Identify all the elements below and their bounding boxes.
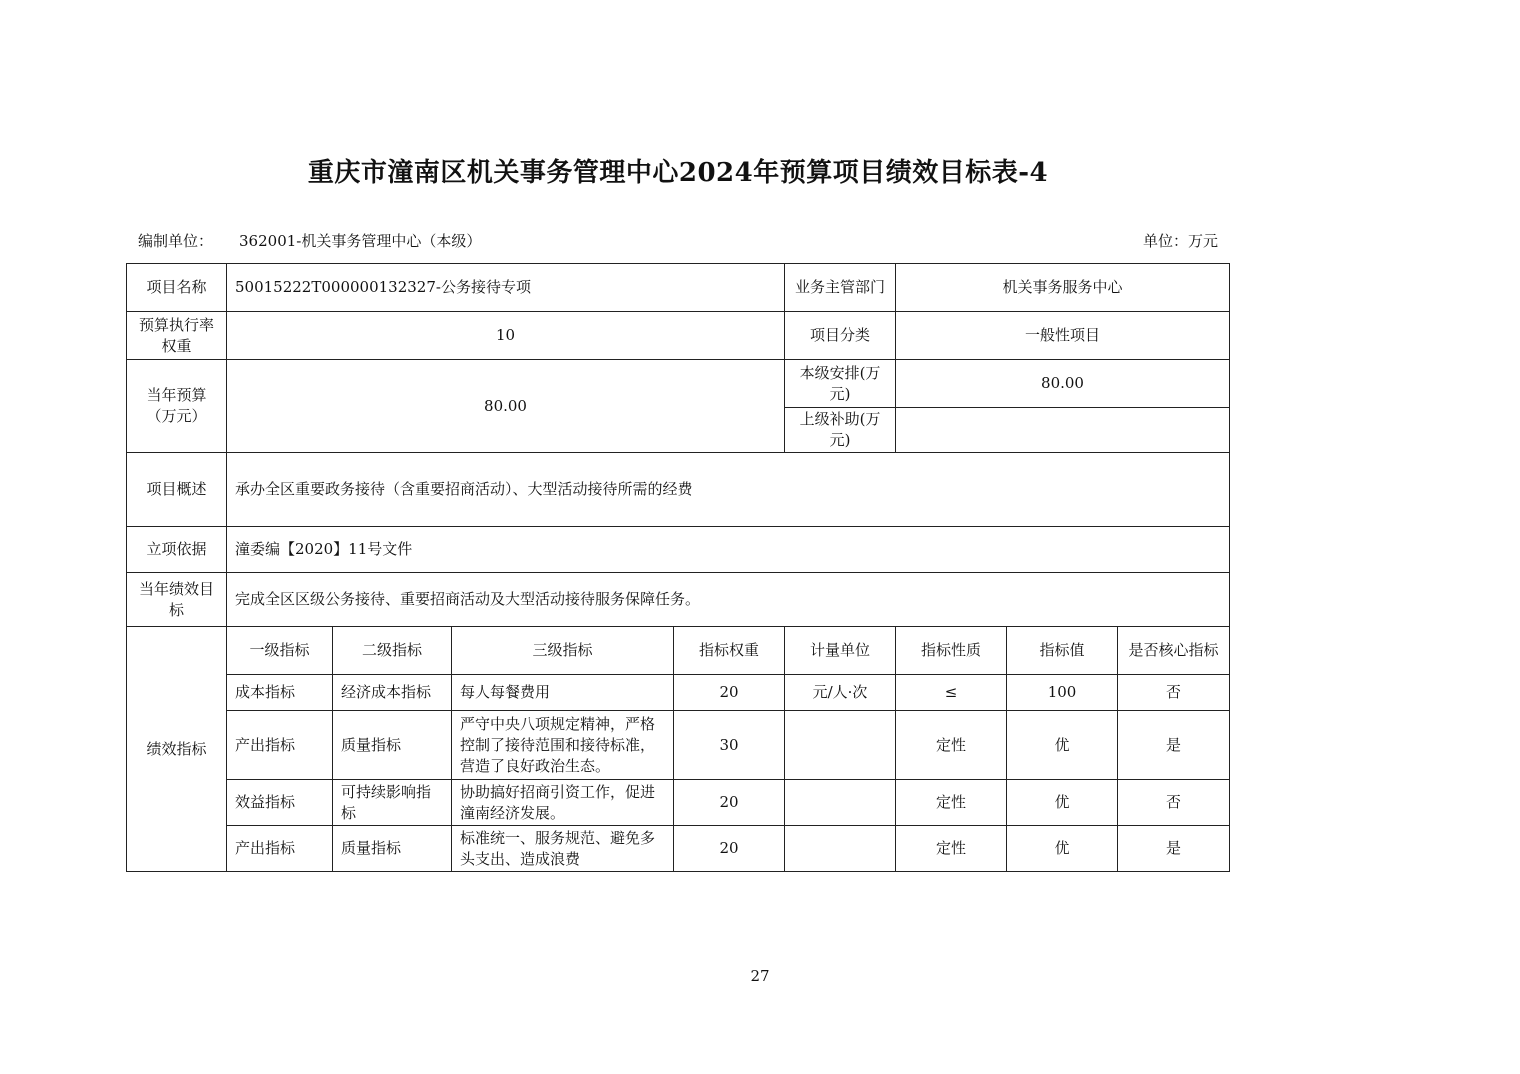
department-value: 机关事务服务中心 xyxy=(896,264,1230,312)
indicator-core: 否 xyxy=(1118,675,1230,711)
indicator-weight: 30 xyxy=(674,711,785,780)
table-row xyxy=(127,711,1230,780)
indicator-level3: 严守中央八项规定精神，严格控制了接待范围和接待标准，营造了良好政治生态。 xyxy=(452,711,674,780)
indicator-level2: 质量指标 xyxy=(333,826,452,872)
header-level3: 三级指标 xyxy=(452,627,674,675)
indicator-weight: 20 xyxy=(674,675,785,711)
basis-row xyxy=(127,527,1230,573)
indicator-level1: 成本指标 xyxy=(227,675,333,711)
table-row xyxy=(127,780,1230,826)
compiling-unit xyxy=(138,230,481,251)
compiling-unit-label: 编制单位： xyxy=(138,232,214,250)
performance-target-table xyxy=(126,263,1230,872)
header-level1: 一级指标 xyxy=(227,627,333,675)
document-title: 重庆市潼南区机关事务管理中心2024年预算项目绩效目标表-4 xyxy=(307,158,1049,188)
indicator-level2: 可持续影响指标 xyxy=(333,780,452,826)
project-overview-label: 项目概述 xyxy=(127,453,227,527)
execution-weight-value: 10 xyxy=(227,312,785,360)
execution-weight-row xyxy=(127,312,1230,360)
project-basis-label: 立项依据 xyxy=(127,527,227,573)
annual-goal-label: 当年绩效目标 xyxy=(127,573,227,627)
indicator-value: 优 xyxy=(1007,711,1118,780)
header-nature: 指标性质 xyxy=(896,627,1007,675)
indicator-value: 优 xyxy=(1007,780,1118,826)
indicator-core: 否 xyxy=(1118,780,1230,826)
department-label: 业务主管部门 xyxy=(785,264,896,312)
indicator-weight: 20 xyxy=(674,826,785,872)
project-name-value: 50015222T000000132327-公务接待专项 xyxy=(227,264,785,312)
indicator-unit: 元/人·次 xyxy=(785,675,896,711)
indicator-level1: 效益指标 xyxy=(227,780,333,826)
indicator-core: 是 xyxy=(1118,711,1230,780)
project-name-label: 项目名称 xyxy=(127,264,227,312)
indicator-core: 是 xyxy=(1118,826,1230,872)
indicator-level2: 经济成本指标 xyxy=(333,675,452,711)
indicator-level3: 每人每餐费用 xyxy=(452,675,674,711)
indicators-section-label: 绩效指标 xyxy=(127,627,227,872)
annual-goal-value: 完成全区区级公务接待、重要招商活动及大型活动接待服务保障任务。 xyxy=(227,573,1230,627)
compiling-unit-value: 362001-机关事务管理中心（本级） xyxy=(239,232,482,250)
indicator-value: 优 xyxy=(1007,826,1118,872)
project-name-row xyxy=(127,264,1230,312)
indicator-level3: 协助搞好招商引资工作，促进潼南经济发展。 xyxy=(452,780,674,826)
superior-subsidy-label: 上级补助(万元) xyxy=(785,408,896,453)
project-category-label: 项目分类 xyxy=(785,312,896,360)
table-row xyxy=(127,675,1230,711)
header-core: 是否核心指标 xyxy=(1118,627,1230,675)
local-arrangement-value: 80.00 xyxy=(896,360,1230,408)
indicator-level1: 产出指标 xyxy=(227,826,333,872)
header-level2: 二级指标 xyxy=(333,627,452,675)
header-unit: 计量单位 xyxy=(785,627,896,675)
superior-subsidy-value xyxy=(896,408,1230,453)
indicator-unit xyxy=(785,780,896,826)
annual-budget-value: 80.00 xyxy=(227,360,785,453)
budget-row xyxy=(127,360,1230,408)
header-value: 指标值 xyxy=(1007,627,1118,675)
indicator-nature: 定性 xyxy=(896,826,1007,872)
goal-row xyxy=(127,573,1230,627)
unit-note: 单位：万元 xyxy=(1142,232,1218,250)
table-row xyxy=(127,826,1230,872)
indicator-unit xyxy=(785,826,896,872)
project-basis-value: 潼委编【2020】11号文件 xyxy=(227,527,1230,573)
execution-weight-label: 预算执行率权重 xyxy=(127,312,227,360)
indicator-weight: 20 xyxy=(674,780,785,826)
indicator-nature: 定性 xyxy=(896,711,1007,780)
indicator-nature: 定性 xyxy=(896,780,1007,826)
indicator-nature: ≤ xyxy=(896,675,1007,711)
annual-budget-label: 当年预算（万元） xyxy=(127,360,227,453)
indicator-level1: 产出指标 xyxy=(227,711,333,780)
indicator-value: 100 xyxy=(1007,675,1118,711)
header-weight: 指标权重 xyxy=(674,627,785,675)
project-category-value: 一般性项目 xyxy=(896,312,1230,360)
indicator-level3: 标准统一、服务规范、避免多头支出、造成浪费 xyxy=(452,826,674,872)
indicator-header-row xyxy=(127,627,1230,675)
indicator-level2: 质量指标 xyxy=(333,711,452,780)
page-number: 27 xyxy=(750,967,770,985)
overview-row xyxy=(127,453,1230,527)
local-arrangement-label: 本级安排(万元) xyxy=(785,360,896,408)
indicator-unit xyxy=(785,711,896,780)
project-overview-value: 承办全区重要政务接待（含重要招商活动）、大型活动接待所需的经费 xyxy=(227,453,1230,527)
